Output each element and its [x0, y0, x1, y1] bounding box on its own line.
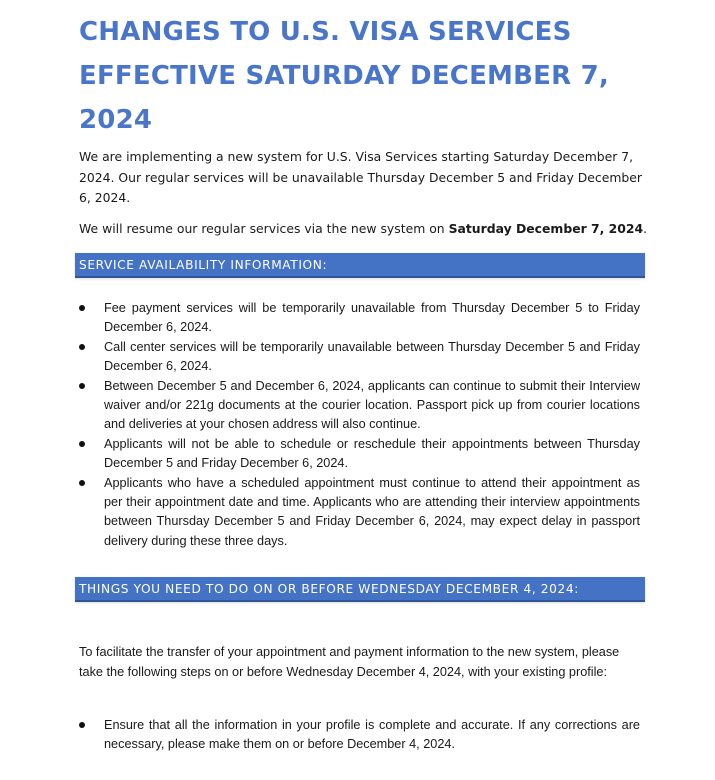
page-title: CHANGES TO U.S. VISA SERVICES EFFECTIVE SATURDAY DECEMBER 7, 2024 [79, 17, 609, 135]
resume-text: We will resume our regular services via the new system on [79, 221, 449, 236]
list-item [0, 299, 640, 338]
list-item [0, 474, 640, 552]
intro-paragraph: We are implementing a new system for U.S. Visa Services starting Saturday December 7, 2024. Our regular services will be unavailable Thursday December 5 and Friday December 6, 2024. [79, 149, 643, 205]
list-item [0, 716, 640, 755]
bullet-icon [79, 305, 85, 311]
list-item [0, 377, 640, 435]
bullet-icon [79, 344, 85, 350]
bullet-icon [79, 722, 85, 728]
list-item [0, 338, 640, 377]
things-to-do-list [0, 716, 640, 755]
resume-end: . [643, 221, 648, 236]
list-item-text: Fee payment services will be temporarily unavailable from Thursday December 5 to Friday December 6, 2024. [104, 301, 640, 335]
list-item [0, 435, 640, 474]
resume-date: Saturday December 7, 2024 [448, 221, 644, 236]
list-item-text: Call center services will be temporarily unavailable between Thursday December 5 and Friday December 6, 2024. [104, 339, 640, 374]
list-item-text: Applicants who have a scheduled appointment must continue to attend their appointment as per their appointment date and time. Applicants who are attending their interview appointments between Thursday December 5 and Friday December 6, 2024, may expect delay in passport delivery during these three days. [104, 475, 640, 548]
list-item-text: Applicants will not be able to schedule or reschedule their appointments between Thursday December 5 and Friday December 6, 2024. [104, 436, 640, 471]
resume-paragraph [79, 219, 649, 240]
bullet-icon [79, 480, 85, 486]
bullet-icon [79, 383, 85, 389]
list-item-text: Ensure that all the information in your profile is complete and accurate. If any corrections are necessary, please make them on or before December 4, 2024. [104, 718, 640, 752]
section-heading-things-to-do: THINGS YOU NEED TO DO ON OR BEFORE WEDNESDAY DECEMBER 4, 2024: [75, 577, 645, 602]
service-availability-list [0, 299, 640, 551]
section-heading-service-availability: SERVICE AVAILABILITY INFORMATION: [75, 253, 645, 278]
things-to-do-paragraph: To facilitate the transfer of your appointment and payment information to the new system, please take the following steps on or before Wednesday December 4, 2024, with your existing profile: [79, 645, 620, 679]
bullet-icon [79, 441, 85, 447]
list-item-text: Between December 5 and December 6, 2024, applicants can continue to submit their Interview waiver and/or 221g documents at the courier location. Passport pick up from courier locations and deliveries at your chosen address will also continue. [104, 378, 640, 432]
